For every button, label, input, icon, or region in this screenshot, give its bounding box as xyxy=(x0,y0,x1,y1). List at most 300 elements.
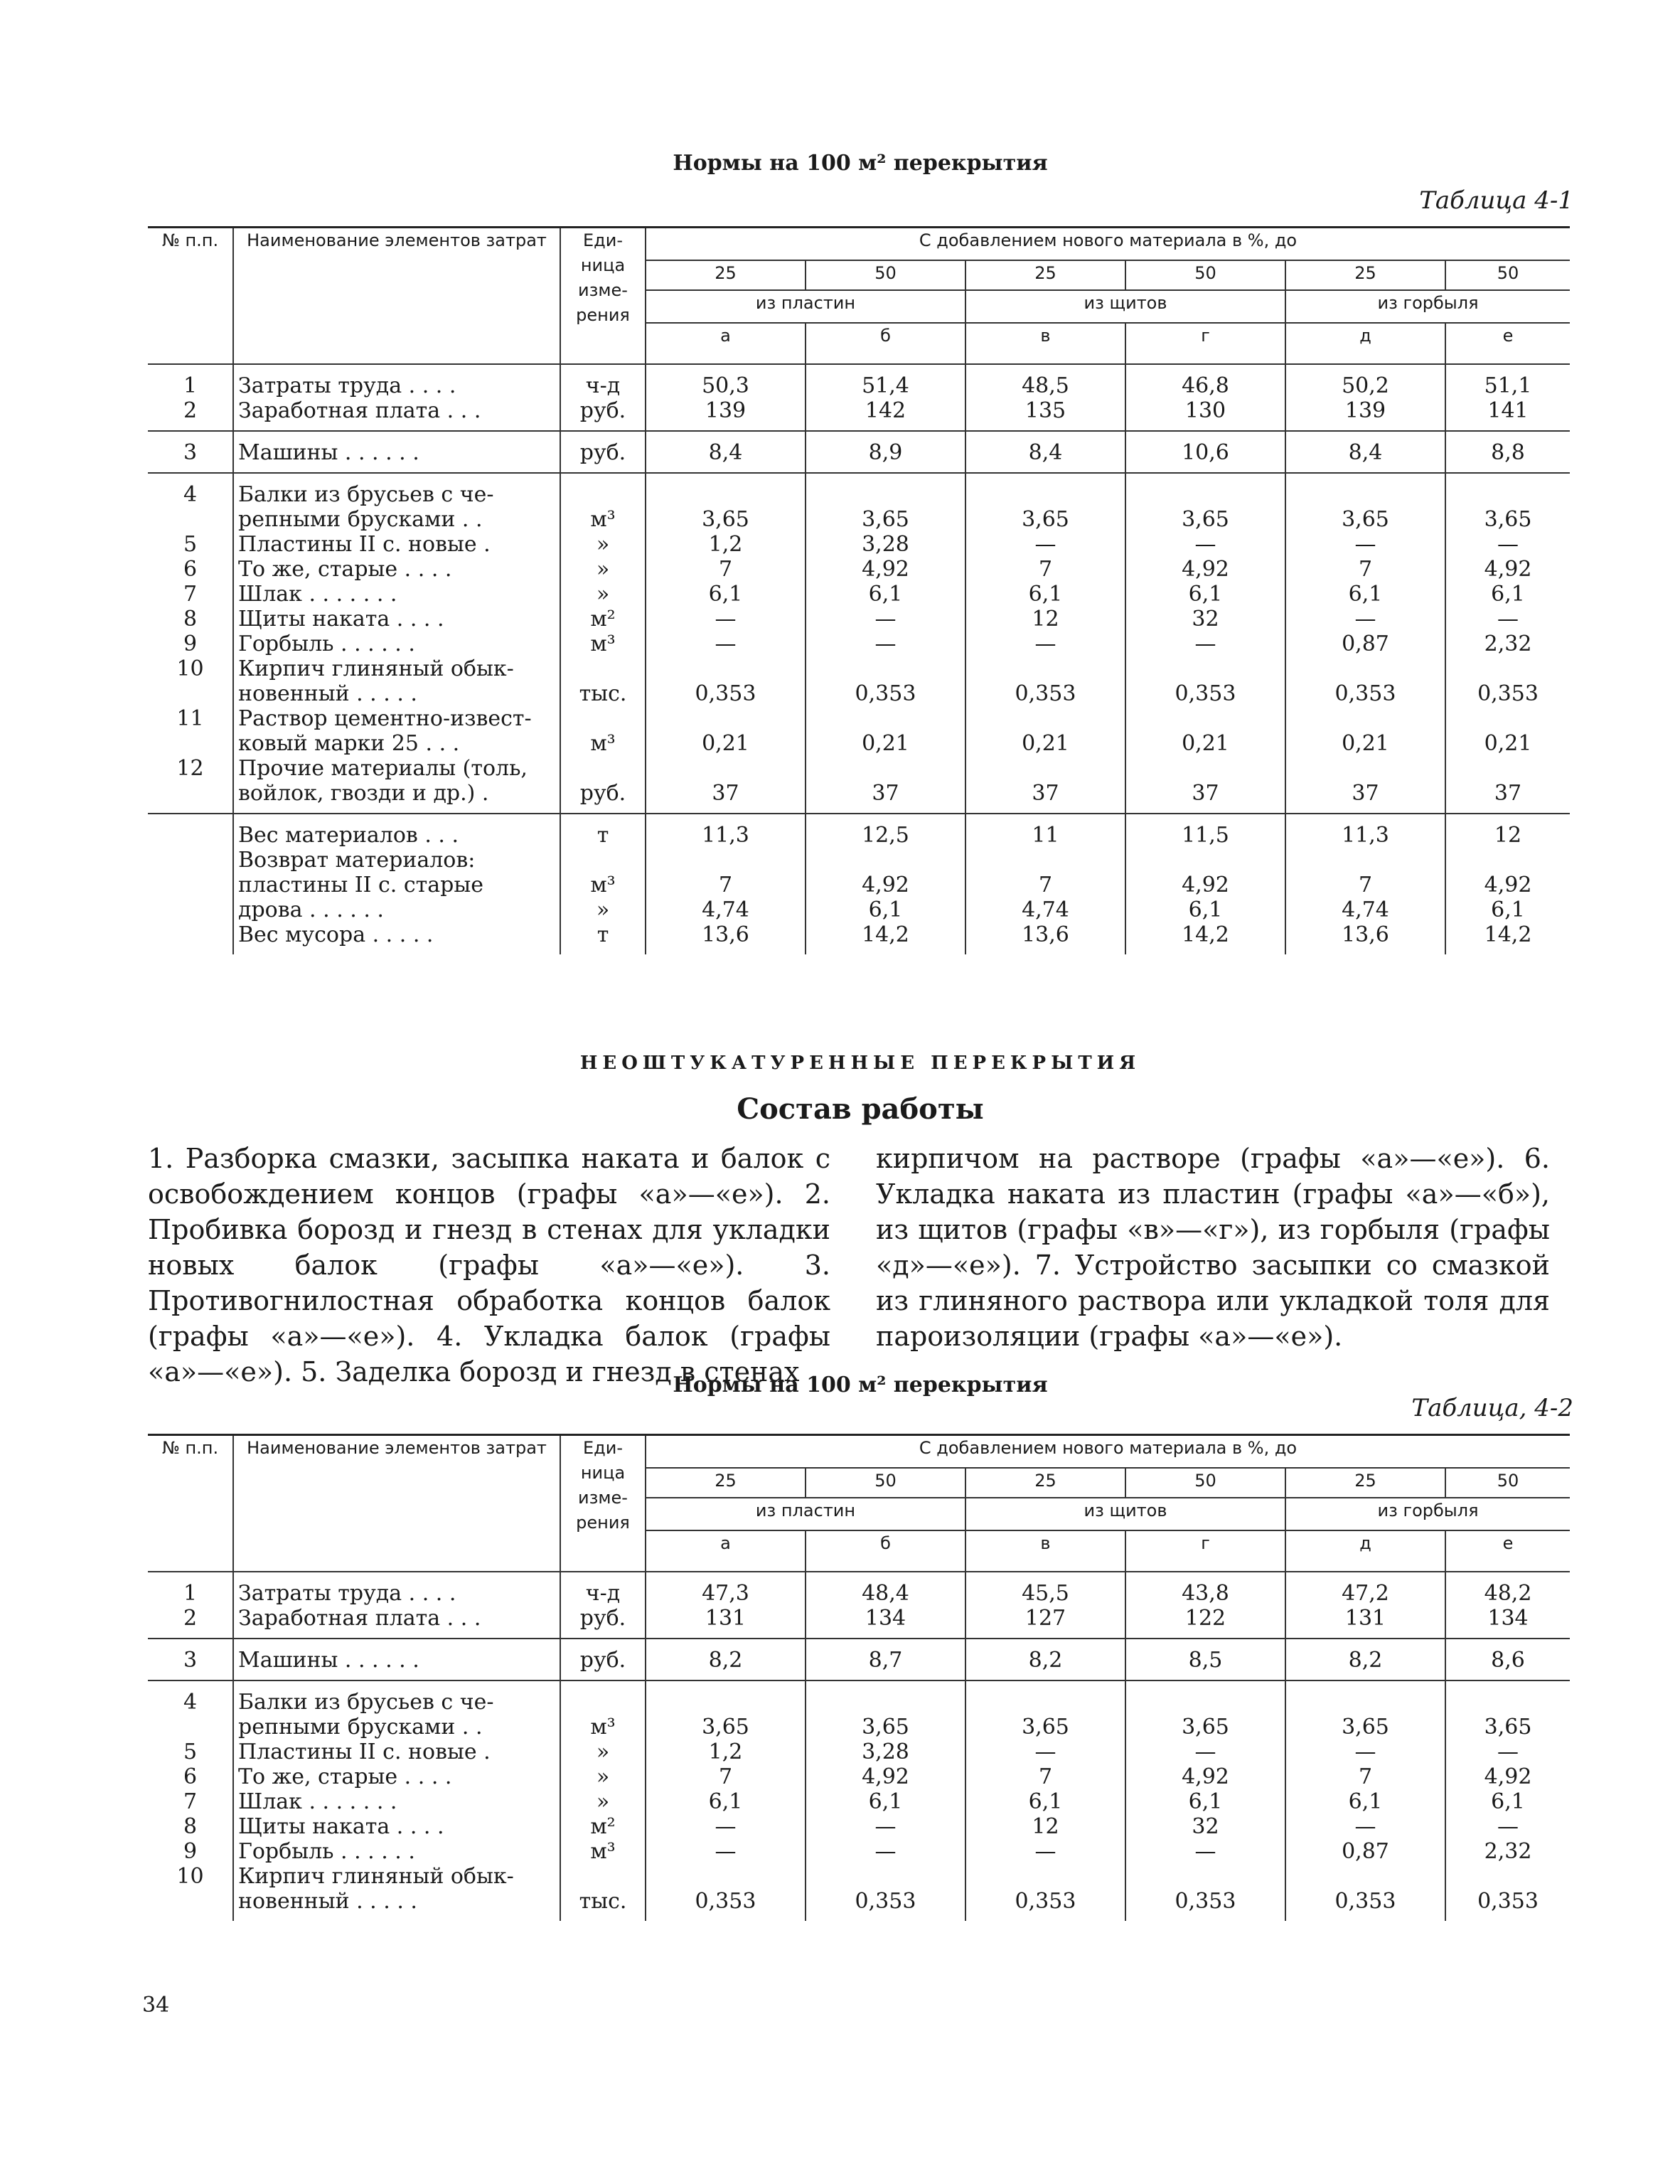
table-cell-value: 135 xyxy=(1024,398,1066,423)
value-column-д xyxy=(1285,814,1445,954)
table-cell-value: 46,8 xyxy=(1182,373,1229,398)
row-number: 2 xyxy=(183,1606,198,1631)
row-unit: м³ xyxy=(590,632,616,656)
table-cell-value: 0,21 xyxy=(1484,731,1532,756)
table-cell-value: 8,2 xyxy=(708,1648,743,1673)
value-column-е xyxy=(1445,473,1570,814)
row-number: 8 xyxy=(183,607,198,632)
header-unit: Еди- ница изме- рения xyxy=(560,228,646,365)
row-number: 6 xyxy=(183,557,198,582)
table-cell-value: 141 xyxy=(1487,398,1529,423)
header-material: из щитов xyxy=(965,290,1285,323)
value-column-е xyxy=(1445,431,1570,473)
row-unit: ч-д xyxy=(585,1581,621,1606)
row-name: Балки из брусьев с че- xyxy=(238,482,494,507)
row-names xyxy=(233,1680,560,1921)
table-cell-value xyxy=(1290,756,1440,781)
table-cell-value: — xyxy=(715,607,737,632)
row-number xyxy=(152,897,228,922)
header-letter: д xyxy=(1285,323,1445,364)
table-cell-value: 4,92 xyxy=(862,557,909,582)
header-percent: 50 xyxy=(806,1468,965,1498)
row-unit: руб. xyxy=(579,1606,626,1631)
row-name: Заработная плата . . . xyxy=(238,398,481,423)
row-unit: » xyxy=(596,1740,610,1764)
row-numbers xyxy=(148,1572,233,1639)
table-cell-value: 47,3 xyxy=(702,1581,749,1606)
table1-caption: Нормы на 100 м² перекрытия xyxy=(673,151,1048,176)
row-unit: » xyxy=(596,1789,610,1814)
row-number: 7 xyxy=(183,582,198,607)
row-numbers xyxy=(148,814,233,954)
table-cell-value: — xyxy=(1354,607,1376,632)
row-name: новенный . . . . . xyxy=(238,1889,417,1914)
table-cell-value xyxy=(810,756,961,781)
header-material: из пластин xyxy=(646,1498,965,1530)
table-cell-value: 0,353 xyxy=(1175,1889,1236,1914)
table-cell-value: 6,1 xyxy=(708,582,743,607)
table-cell-value xyxy=(1290,1690,1440,1715)
header-letter: е xyxy=(1445,323,1570,364)
header-percent: 25 xyxy=(1285,1468,1445,1498)
header-percent: 50 xyxy=(1125,1468,1285,1498)
table-cell-value: 6,1 xyxy=(1491,582,1525,607)
page-number: 34 xyxy=(142,1993,170,2018)
table-cell-value xyxy=(1450,656,1566,681)
header-name: Наименование элементов затрат xyxy=(233,228,560,365)
row-name: Шлак . . . . . . . xyxy=(238,582,397,607)
table-cell-value: 4,74 xyxy=(702,897,749,922)
row-unit: м³ xyxy=(590,1839,616,1864)
row-name: войлок, гвозди и др.) . xyxy=(238,781,489,806)
row-number: 4 xyxy=(183,482,198,507)
row-name: Пластины II с. новые . xyxy=(238,1740,491,1764)
table-cell-value: 48,5 xyxy=(1022,373,1069,398)
work-text-left: 1. Разборка смазки, засыпка наката и балок с освобождением концов (графы «а»—«е»). 2. Пробивка борозд и гнезд в стенах для укладки новых балок (графы «а»—«е»). 3. Противогнилостная обработка концов балок (графы «а»—«е»). 4. Укладка балок (графы «а»—«е»). 5. Заделка борозд и гнезд в стенах xyxy=(148,1143,830,1387)
row-name: Затраты труда . . . . xyxy=(238,373,456,398)
table-cell-value xyxy=(651,848,801,873)
table-cell-value: 0,353 xyxy=(1334,681,1396,706)
row-names xyxy=(233,1639,560,1680)
table-cell-value: 3,65 xyxy=(862,1715,909,1740)
row-name: Вес мусора . . . . . xyxy=(238,922,434,947)
table-cell-value: 1,2 xyxy=(708,532,743,557)
row-name: Пластины II с. новые . xyxy=(238,532,491,557)
table-cell-value xyxy=(970,482,1120,507)
table-row-group xyxy=(148,1639,1570,1680)
table-cell-value: 7 xyxy=(1038,1764,1053,1789)
value-column-в xyxy=(965,364,1125,431)
table-cell-value: 12 xyxy=(1494,823,1522,848)
row-number: 11 xyxy=(176,706,204,731)
table-cell-value xyxy=(1290,482,1440,507)
row-number: 9 xyxy=(183,1839,198,1864)
value-column-б xyxy=(806,814,965,954)
table-cell-value: 2,32 xyxy=(1484,632,1532,656)
header-num: № п.п. xyxy=(148,1435,233,1572)
table-cell-value: 139 xyxy=(705,398,747,423)
table-cell-value: 6,1 xyxy=(1491,1789,1525,1814)
table-cell-value xyxy=(810,1864,961,1889)
header-group: С добавлением нового материала в %, до xyxy=(646,228,1570,261)
row-name: Машины . . . . . . xyxy=(238,440,419,465)
table-cell-value xyxy=(970,1690,1120,1715)
table-cell-value: 3,65 xyxy=(1484,1715,1532,1740)
table-cell-value: 0,87 xyxy=(1342,632,1389,656)
table-cell-value: 8,2 xyxy=(1028,1648,1063,1673)
value-column-в xyxy=(965,431,1125,473)
table-cell-value xyxy=(1450,1864,1566,1889)
table-cell-value: — xyxy=(1354,1740,1376,1764)
table-cell-value: 7 xyxy=(1358,873,1373,897)
table-cell-value: 3,65 xyxy=(1342,507,1389,532)
row-name: То же, старые . . . . xyxy=(238,1764,452,1789)
table-cell-value: 37 xyxy=(712,781,739,806)
header-material: из горбыля xyxy=(1285,1498,1570,1530)
header-percent: 25 xyxy=(646,1468,806,1498)
table-row-group xyxy=(148,1680,1570,1921)
table-cell-value: 3,28 xyxy=(862,1740,909,1764)
table-cell-value xyxy=(970,706,1120,731)
row-units xyxy=(560,431,646,473)
row-name: Шлак . . . . . . . xyxy=(238,1789,397,1814)
table-cell-value: 3,28 xyxy=(862,532,909,557)
header-material: из щитов xyxy=(965,1498,1285,1530)
row-unit xyxy=(565,1864,641,1889)
value-column-б xyxy=(806,1572,965,1639)
row-name: дрова . . . . . . xyxy=(238,897,384,922)
row-unit: м³ xyxy=(590,873,616,897)
table-cell-value xyxy=(1290,706,1440,731)
header-letter: г xyxy=(1125,323,1285,364)
table-cell-value: — xyxy=(874,632,897,656)
value-column-а xyxy=(646,814,806,954)
row-number: 7 xyxy=(183,1789,198,1814)
row-unit: » xyxy=(596,582,610,607)
value-column-д xyxy=(1285,473,1445,814)
row-number: 5 xyxy=(183,532,198,557)
table-cell-value: 7 xyxy=(718,1764,733,1789)
table-cell-value xyxy=(1130,756,1280,781)
table-cell-value: 14,2 xyxy=(1182,922,1229,947)
table-cell-value: — xyxy=(1354,1814,1376,1839)
header-percent: 25 xyxy=(965,1468,1125,1498)
row-number xyxy=(152,507,228,532)
norms-table-4-1 xyxy=(148,226,1570,954)
row-number xyxy=(152,681,228,706)
table-cell-value: 48,2 xyxy=(1484,1581,1532,1606)
table-cell-value: 3,65 xyxy=(702,1715,749,1740)
row-number: 1 xyxy=(183,1581,198,1606)
row-number xyxy=(152,781,228,806)
value-column-а xyxy=(646,1639,806,1680)
row-unit: тыс. xyxy=(579,1889,627,1914)
table-cell-value xyxy=(1130,706,1280,731)
row-number: 3 xyxy=(183,1648,198,1673)
row-unit xyxy=(565,848,641,873)
table-cell-value: 45,5 xyxy=(1022,1581,1069,1606)
row-unit: м³ xyxy=(590,731,616,756)
table-cell-value xyxy=(651,482,801,507)
table-cell-value: 131 xyxy=(1344,1606,1386,1631)
table-cell-value: 0,353 xyxy=(1334,1889,1396,1914)
table-cell-value: — xyxy=(1194,632,1216,656)
value-column-е xyxy=(1445,1572,1570,1639)
table-cell-value: 8,8 xyxy=(1491,440,1525,465)
table-cell-value: 10,6 xyxy=(1182,440,1229,465)
row-number: 1 xyxy=(183,373,198,398)
value-column-а xyxy=(646,431,806,473)
table1-label: Таблица 4-1 xyxy=(1419,186,1573,215)
table-cell-value: — xyxy=(1497,1814,1519,1839)
row-number: 5 xyxy=(183,1740,198,1764)
row-number: 8 xyxy=(183,1814,198,1839)
table-cell-value: 6,1 xyxy=(1348,1789,1383,1814)
table-cell-value xyxy=(970,848,1120,873)
table-cell-value: 134 xyxy=(1487,1606,1529,1631)
table-cell-value: 2,32 xyxy=(1484,1839,1532,1864)
value-column-е xyxy=(1445,814,1570,954)
row-unit xyxy=(565,1690,641,1715)
table-cell-value: 13,6 xyxy=(1342,922,1389,947)
row-number xyxy=(152,1715,228,1740)
table-cell-value: 3,65 xyxy=(702,507,749,532)
table-cell-value: — xyxy=(1034,632,1056,656)
row-unit: руб. xyxy=(579,440,626,465)
value-column-д xyxy=(1285,1680,1445,1921)
table-cell-value: 131 xyxy=(705,1606,747,1631)
row-name: репными брусками . . xyxy=(238,507,483,532)
table-cell-value: 3,65 xyxy=(862,507,909,532)
row-unit: тыс. xyxy=(579,681,627,706)
table-cell-value: 3,65 xyxy=(1182,507,1229,532)
table-cell-value: 3,65 xyxy=(1484,507,1532,532)
table-cell-value: — xyxy=(1354,532,1376,557)
table-cell-value: 130 xyxy=(1184,398,1226,423)
table-cell-value: 0,353 xyxy=(1015,1889,1076,1914)
table-row-group xyxy=(148,473,1570,814)
row-unit: м³ xyxy=(590,1715,616,1740)
value-column-в xyxy=(965,814,1125,954)
row-number: 6 xyxy=(183,1764,198,1789)
table-cell-value: 51,4 xyxy=(862,373,909,398)
table-cell-value: 7 xyxy=(1358,557,1373,582)
table-cell-value: 3,65 xyxy=(1182,1715,1229,1740)
section-heading: НЕОШТУКАТУРЕННЫЕ ПЕРЕКРЫТИЯ xyxy=(579,1053,1141,1074)
table-cell-value xyxy=(970,1864,1120,1889)
table-cell-value xyxy=(651,706,801,731)
row-name: Балки из брусьев с че- xyxy=(238,1690,494,1715)
value-column-е xyxy=(1445,364,1570,431)
table-cell-value: 139 xyxy=(1344,398,1386,423)
value-column-в xyxy=(965,1572,1125,1639)
value-column-в xyxy=(965,1680,1125,1921)
header-letter: г xyxy=(1125,1530,1285,1572)
value-column-г xyxy=(1125,1639,1285,1680)
table-cell-value: 6,1 xyxy=(1348,582,1383,607)
row-unit: м² xyxy=(590,1814,616,1839)
header-letter: в xyxy=(965,323,1125,364)
table-cell-value: 4,92 xyxy=(862,873,909,897)
value-column-б xyxy=(806,364,965,431)
row-unit: » xyxy=(596,1764,610,1789)
row-units xyxy=(560,1680,646,1921)
table-cell-value: 127 xyxy=(1024,1606,1066,1631)
table-cell-value: 6,1 xyxy=(1188,897,1223,922)
table-row-group xyxy=(148,1572,1570,1639)
table-cell-value: — xyxy=(1034,1839,1056,1864)
table-cell-value xyxy=(1130,1690,1280,1715)
table-cell-value: 6,1 xyxy=(1491,897,1525,922)
table-cell-value: 4,92 xyxy=(1484,873,1532,897)
table-cell-value: 6,1 xyxy=(1028,582,1063,607)
row-numbers xyxy=(148,1639,233,1680)
row-name: Щиты наката . . . . xyxy=(238,1814,444,1839)
value-column-г xyxy=(1125,1680,1285,1921)
row-name: новенный . . . . . xyxy=(238,681,417,706)
header-percent: 50 xyxy=(806,260,965,290)
table-cell-value xyxy=(1290,656,1440,681)
table-cell-value: — xyxy=(1497,532,1519,557)
table-cell-value: 48,4 xyxy=(862,1581,909,1606)
table-cell-value: 11 xyxy=(1032,823,1059,848)
table-cell-value: 37 xyxy=(872,781,899,806)
table-cell-value: 6,1 xyxy=(1028,1789,1063,1814)
table-cell-value: 8,4 xyxy=(1028,440,1063,465)
row-number: 2 xyxy=(183,398,198,423)
table-cell-value: 0,353 xyxy=(855,681,916,706)
table2-caption: Нормы на 100 м² перекрытия xyxy=(673,1373,1048,1397)
row-name: Горбыль . . . . . . xyxy=(238,632,415,656)
row-number: 9 xyxy=(183,632,198,656)
table-cell-value: 142 xyxy=(865,398,906,423)
row-name: Машины . . . . . . xyxy=(238,1648,419,1673)
table-cell-value: 37 xyxy=(1032,781,1059,806)
table-cell-value: 14,2 xyxy=(1484,922,1532,947)
table-cell-value: — xyxy=(715,1839,737,1864)
table-cell-value: 3,65 xyxy=(1342,1715,1389,1740)
row-number: 3 xyxy=(183,440,198,465)
table-cell-value xyxy=(1450,482,1566,507)
row-name: Кирпич глиняный обык- xyxy=(238,656,514,681)
table-cell-value: 6,1 xyxy=(868,582,903,607)
row-name: Прочие материалы (толь, xyxy=(238,756,528,781)
table-cell-value: 8,6 xyxy=(1491,1648,1525,1673)
value-column-в xyxy=(965,473,1125,814)
table-row-group xyxy=(148,431,1570,473)
table-cell-value: 6,1 xyxy=(868,897,903,922)
row-unit: м³ xyxy=(590,507,616,532)
row-name: пластины II с. старые xyxy=(238,873,483,897)
table-cell-value: 50,3 xyxy=(702,373,749,398)
row-names xyxy=(233,814,560,954)
row-unit: » xyxy=(596,557,610,582)
table-cell-value: 4,92 xyxy=(1182,557,1229,582)
value-column-б xyxy=(806,1680,965,1921)
table-cell-value: 7 xyxy=(1358,1764,1373,1789)
value-column-д xyxy=(1285,431,1445,473)
row-units xyxy=(560,1639,646,1680)
row-names xyxy=(233,473,560,814)
table-cell-value: 8,2 xyxy=(1348,1648,1383,1673)
table-cell-value xyxy=(810,656,961,681)
table-cell-value: 7 xyxy=(1038,873,1053,897)
table-cell-value: 8,5 xyxy=(1188,1648,1223,1673)
value-column-д xyxy=(1285,1572,1445,1639)
row-unit: руб. xyxy=(579,398,626,423)
table-cell-value: 47,2 xyxy=(1342,1581,1389,1606)
value-column-г xyxy=(1125,473,1285,814)
table-cell-value: 4,92 xyxy=(1182,1764,1229,1789)
table-cell-value: 32 xyxy=(1192,1814,1219,1839)
row-units xyxy=(560,473,646,814)
value-column-г xyxy=(1125,364,1285,431)
value-column-д xyxy=(1285,364,1445,431)
row-number xyxy=(152,848,228,873)
table-cell-value: 3,65 xyxy=(1022,1715,1069,1740)
table-cell-value: 4,92 xyxy=(862,1764,909,1789)
row-unit: руб. xyxy=(579,1648,626,1673)
header-material: из пластин xyxy=(646,290,965,323)
row-number xyxy=(152,823,228,848)
header-letter: д xyxy=(1285,1530,1445,1572)
table-cell-value: — xyxy=(874,1839,897,1864)
table-cell-value: — xyxy=(1497,607,1519,632)
row-name: Заработная плата . . . xyxy=(238,1606,481,1631)
table-cell-value: 12,5 xyxy=(862,823,909,848)
table-cell-value: 8,4 xyxy=(708,440,743,465)
header-letter: в xyxy=(965,1530,1125,1572)
row-number: 12 xyxy=(176,756,204,781)
table-cell-value xyxy=(970,756,1120,781)
header-unit: Еди- ница изме- рения xyxy=(560,1435,646,1572)
table-cell-value xyxy=(1130,656,1280,681)
table-cell-value: — xyxy=(715,632,737,656)
row-number: 10 xyxy=(176,1864,204,1889)
table-cell-value: 0,353 xyxy=(695,1889,756,1914)
row-unit xyxy=(565,706,641,731)
table-cell-value: 134 xyxy=(865,1606,906,1631)
table-cell-value: — xyxy=(1034,1740,1056,1764)
table-cell-value xyxy=(651,656,801,681)
table-cell-value: 0,21 xyxy=(702,731,749,756)
table-cell-value: 13,6 xyxy=(1022,922,1069,947)
table-cell-value: 3,65 xyxy=(1022,507,1069,532)
table-cell-value: — xyxy=(874,607,897,632)
value-column-в xyxy=(965,1639,1125,1680)
norms-table-4-2 xyxy=(148,1434,1570,1921)
table-row-group xyxy=(148,814,1570,954)
table-cell-value: 0,353 xyxy=(855,1889,916,1914)
table-cell-value xyxy=(1450,1690,1566,1715)
table-cell-value: 6,1 xyxy=(1188,1789,1223,1814)
table-cell-value xyxy=(651,1690,801,1715)
header-num: № п.п. xyxy=(148,228,233,365)
value-column-а xyxy=(646,1680,806,1921)
row-numbers xyxy=(148,431,233,473)
table-cell-value xyxy=(1450,848,1566,873)
table-row-group xyxy=(148,364,1570,431)
value-column-б xyxy=(806,1639,965,1680)
table-cell-value: 8,7 xyxy=(868,1648,903,1673)
header-percent: 50 xyxy=(1445,1468,1570,1498)
table-cell-value: 37 xyxy=(1192,781,1219,806)
row-name: ковый марки 25 . . . xyxy=(238,731,460,756)
header-letter: б xyxy=(806,323,965,364)
table-cell-value xyxy=(651,1864,801,1889)
value-column-а xyxy=(646,1572,806,1639)
table-cell-value: 4,74 xyxy=(1342,897,1389,922)
